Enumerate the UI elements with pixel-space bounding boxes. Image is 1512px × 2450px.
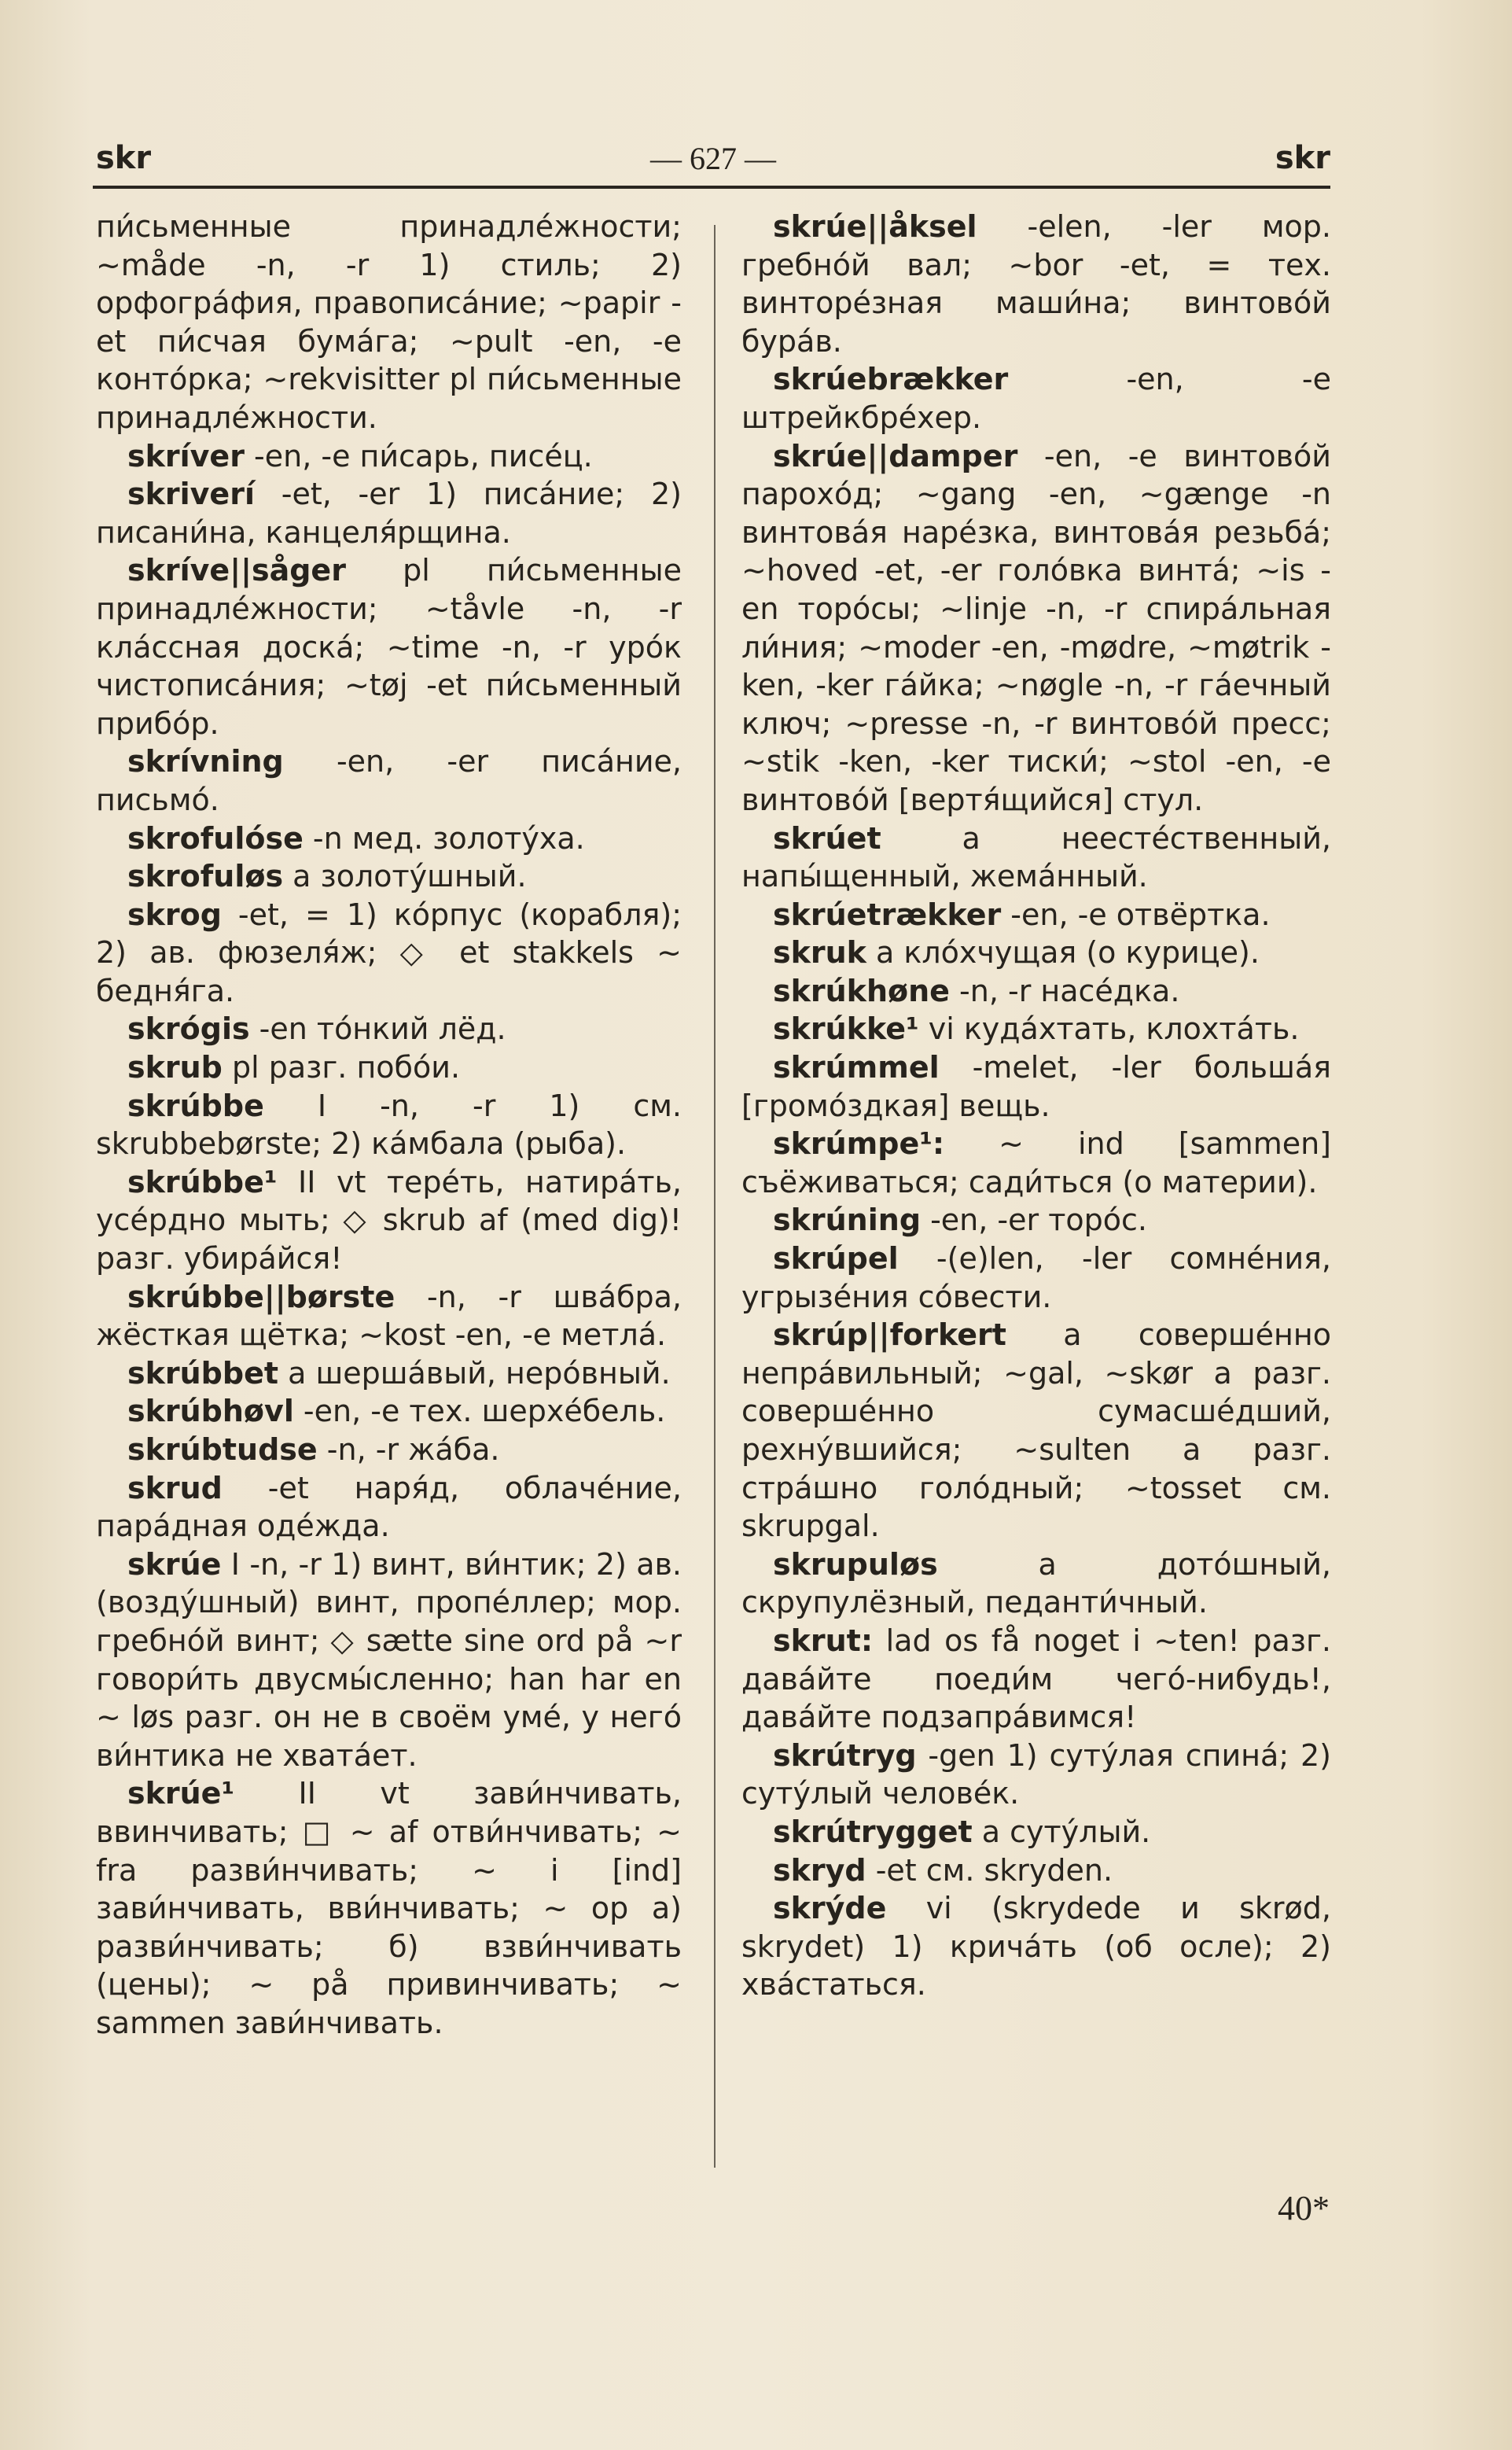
entry-definition: -(e)len, -ler сомне́ния, угрызе́ния со́вести. xyxy=(741,1241,1331,1314)
dictionary-entry xyxy=(96,1087,682,1163)
entry-definition: -et наря́д, облаче́ние, пара́дная оде́жда. xyxy=(96,1470,682,1544)
dictionary-entry xyxy=(96,475,682,551)
entry-definition: a дото́шный, скрупулёзный, педанти́чный. xyxy=(741,1546,1331,1620)
dictionary-entry xyxy=(96,742,682,819)
entry-definition: -melet, -ler больша́я [громо́здкая] вещь. xyxy=(741,1050,1331,1123)
entry-headword: skrúe¹ xyxy=(127,1776,235,1811)
dictionary-entry xyxy=(741,1889,1331,2004)
dictionary-entry xyxy=(96,551,682,742)
entry-headword: skryd xyxy=(773,1852,866,1888)
entry-headword: skríver xyxy=(127,438,245,473)
entry-definition: I -n, -r 1) винт, ви́нтик; 2) ав. (возду́шный) винт, пропе́ллер; мор. гребно́й винт; ◇ sætte sine ord på ~r говори́ть двусмы́сленно; han har en ~ løs разг. он не в своём уме́, у него́ ви́нтика не хвата́ет. xyxy=(96,1546,682,1773)
entry-headword: skrúetrækker xyxy=(773,897,1002,932)
dictionary-entry xyxy=(96,1546,682,1775)
entry-headword: skrúbbe¹ xyxy=(127,1164,278,1199)
entry-definition: -et, = 1) ко́рпус (корабля); 2) ав. фюзеля́ж; ◇ et stakkels ~ бедня́га. xyxy=(96,897,682,1008)
entry-headword: skrýde xyxy=(773,1891,887,1926)
entry-headword: skrúe||damper xyxy=(773,438,1018,473)
page-header xyxy=(96,140,1330,187)
header-guide-word-right: skr xyxy=(1275,140,1330,176)
page-number: — 627 — xyxy=(650,141,776,176)
entry-headword: skrúbbe xyxy=(127,1088,264,1123)
entry-definition: пи́сьменные принадле́жности; ~måde -n, -r 1) стиль; 2) орфогра́фия, правописа́ние; ~papir -et пи́счая бума́га; ~pult -en, -e конто́рка; ~rekvisitter pl пи́сьменные принадле́жности. xyxy=(96,209,682,435)
dictionary-entry xyxy=(96,1278,682,1354)
entry-headword: skrog xyxy=(127,897,222,932)
dictionary-entry xyxy=(741,1737,1331,1813)
entry-definition: vi (skrydede и skrød, skrydet) 1) крича́ть (об осле); 2) хва́статься. xyxy=(741,1891,1331,2002)
dictionary-entry xyxy=(96,1354,682,1393)
dictionary-entry xyxy=(741,1125,1331,1201)
entry-headword: skrúe||åksel xyxy=(773,209,977,244)
entry-headword: skrúkke¹ xyxy=(773,1011,919,1047)
dictionary-entry xyxy=(741,437,1331,820)
dictionary-entry xyxy=(96,1048,682,1087)
entry-headword: skríve||såger xyxy=(127,553,346,588)
entry-headword: skrúmpe¹: xyxy=(773,1126,945,1162)
dictionary-entry xyxy=(741,1240,1331,1316)
dictionary-entry xyxy=(741,208,1331,360)
entry-definition: pl разг. побо́и. xyxy=(222,1050,461,1085)
dictionary-entry xyxy=(741,896,1331,934)
entry-definition: -en, -e отвёртка. xyxy=(1001,897,1271,932)
header-rule xyxy=(93,186,1330,189)
dictionary-entry xyxy=(96,1469,682,1546)
dictionary-entry xyxy=(96,1010,682,1048)
entry-headword: skrúp||forkert xyxy=(773,1317,1006,1353)
entry-definition: -en, -e пи́сарь, писе́ц. xyxy=(244,438,593,473)
entry-definition: -en, -er торо́с. xyxy=(921,1203,1147,1238)
entry-headword: skrúbtudse xyxy=(127,1432,318,1467)
dictionary-entry xyxy=(741,1048,1331,1125)
dictionary-entry xyxy=(96,1431,682,1469)
dictionary-entry xyxy=(741,1851,1331,1890)
entry-headword: skrúning xyxy=(773,1203,922,1238)
entry-headword: skrud xyxy=(127,1470,223,1505)
entry-headword: skrupuløs xyxy=(773,1546,938,1582)
entry-definition: -n, -r шва́бра, жёсткая щётка; ~kost -en, -e метла́. xyxy=(96,1279,682,1353)
entry-definition: -et см. skryden. xyxy=(866,1852,1113,1888)
entry-headword: skrútrygget xyxy=(773,1814,973,1849)
left-column xyxy=(96,208,682,2043)
entry-headword: skrúpel xyxy=(773,1241,899,1277)
entry-headword: skrúbhøvl xyxy=(127,1394,294,1429)
entry-definition: a шерша́вый, неро́вный. xyxy=(278,1355,671,1391)
entry-definition: -en, -e тех. шерхе́бель. xyxy=(293,1394,666,1429)
entry-headword: skrúbbe||børste xyxy=(127,1279,395,1314)
entry-definition: -n мед. золоту́ха. xyxy=(303,820,585,856)
entry-definition: -en, -e штрейкбре́хер. xyxy=(741,362,1331,435)
entry-definition: II vt тере́ть, натира́ть, усе́рдно мыть; ◇ skrub af (med dig)! разг. убира́йся! xyxy=(96,1164,682,1277)
entry-headword: skriverí xyxy=(127,477,255,512)
dictionary-entry xyxy=(741,934,1331,972)
entry-definition: -gen 1) суту́лая спина́; 2) суту́лый челове́к. xyxy=(741,1737,1331,1811)
dictionary-entry xyxy=(96,1774,682,2042)
entry-headword: skrofuløs xyxy=(127,859,284,894)
entry-headword: skrútryg xyxy=(773,1737,917,1773)
entry-headword: skrut: xyxy=(773,1623,874,1658)
entry-definition: a неесте́ственный, напы́щенный, жема́нный. xyxy=(741,820,1331,894)
entry-definition: ~ ind [sammen] съёживаться; сади́ться (о материи). xyxy=(741,1126,1331,1199)
dictionary-entry xyxy=(741,1813,1331,1851)
dictionary-entry xyxy=(741,1316,1331,1546)
entry-headword: skrógis xyxy=(127,1011,250,1047)
entry-definition: -n, -r насе́дка. xyxy=(949,973,1180,1008)
entry-headword: skrúbbet xyxy=(127,1355,279,1391)
entry-definition: -en то́нкий лёд. xyxy=(249,1011,506,1047)
entry-headword: skrúet xyxy=(773,820,881,856)
entry-headword: skrívning xyxy=(127,744,284,779)
entry-definition: I -n, -r 1) см. skrubbebørste; 2) ка́мбала (рыба). xyxy=(96,1088,682,1162)
entry-headword: skrúe xyxy=(127,1546,222,1582)
dictionary-entry xyxy=(741,820,1331,896)
entry-headword: skrúebrækker xyxy=(773,362,1009,397)
dictionary-entry xyxy=(741,1201,1331,1240)
entry-headword: skrub xyxy=(127,1050,223,1085)
entry-definition: -n, -r жа́ба. xyxy=(317,1432,500,1467)
entry-headword: skrúkhøne xyxy=(773,973,950,1008)
entry-definition: a суту́лый. xyxy=(972,1814,1151,1849)
dictionary-entry xyxy=(96,437,682,476)
dictionary-entry xyxy=(96,1392,682,1431)
dictionary-entry xyxy=(96,857,682,896)
signature-mark: 40* xyxy=(1278,2189,1330,2227)
dictionary-entry xyxy=(741,1546,1331,1622)
right-column xyxy=(741,208,1331,2004)
header-guide-word-left: skr xyxy=(96,140,152,176)
entry-definition: -elen, -ler мор. гребно́й вал; ~bor -et, = тех. винторе́зная маши́на; винтово́й бура́в. xyxy=(741,209,1331,359)
dictionary-entry xyxy=(741,1010,1331,1048)
dictionary-entry xyxy=(741,360,1331,437)
entry-headword: skrúmmel xyxy=(773,1050,940,1085)
entry-definition: -en, -e винтово́й парохо́д; ~gang -en, ~gænge -n винтова́я наре́зка, винтова́я резьба́; ~hoved -et, -er голо́вка винта́; ~is -en торо́сы; ~linje -n, -r спира́льная ли́ния; ~moder -en, -mødre, ~møtrik -ken, -ker га́йка; ~nøgle -n, -r га́ечный ключ; ~presse -n, -r винтово́й пресс; ~stik -ken, -ker тиски́; ~stol -en, -e винтово́й [вертя́щийся] стул. xyxy=(741,438,1331,817)
entry-headword: skrofulóse xyxy=(127,820,304,856)
entry-definition: -et, -er 1) писа́ние; 2) писани́на, канцеля́рщина. xyxy=(96,477,682,550)
dictionary-entry xyxy=(741,972,1331,1011)
dictionary-entry xyxy=(96,208,682,437)
entry-headword: skruk xyxy=(773,935,866,971)
entry-definition: a соверше́нно непра́вильный; ~gal, ~skør a разг. соверше́нно сумасше́дший, рехну́вшийся; ~sulten a разг. стра́шно голо́дный; ~tosset см. skrupgal. xyxy=(741,1317,1331,1544)
entry-definition: lad os få noget i ~ten! разг. дава́йте поеди́м чего́-нибудь!, дава́йте подзапра́вимся! xyxy=(741,1623,1331,1735)
entry-definition: -en, -er писа́ние, письмо́. xyxy=(96,744,682,817)
dictionary-entry xyxy=(96,820,682,858)
entry-definition: a кло́хчущая (о курице). xyxy=(866,935,1260,971)
entry-definition: II vt зави́нчивать, ввинчивать; □ ~ af отви́нчивать; ~ fra разви́нчивать; ~ i [ind] зави́нчивать, вви́нчивать; ~ op а) разви́нчивать; б) взви́нчивать (цены); ~ på привинчивать; ~ sammen зави́нчивать. xyxy=(96,1776,682,2040)
column-divider xyxy=(714,225,716,2168)
entry-definition: a золоту́шный. xyxy=(283,859,527,894)
dictionary-entry xyxy=(96,1163,682,1278)
entry-definition: vi куда́хтать, клохта́ть. xyxy=(918,1011,1300,1047)
entry-definition: pl пи́сьменные принадле́жности; ~tåvle -n, -r кла́ссная доска́; ~time -n, -r уро́к чистописа́ния; ~tøj -et пи́сьменный прибо́р. xyxy=(96,553,682,741)
dictionary-entry xyxy=(96,896,682,1011)
dictionary-entry xyxy=(741,1622,1331,1737)
